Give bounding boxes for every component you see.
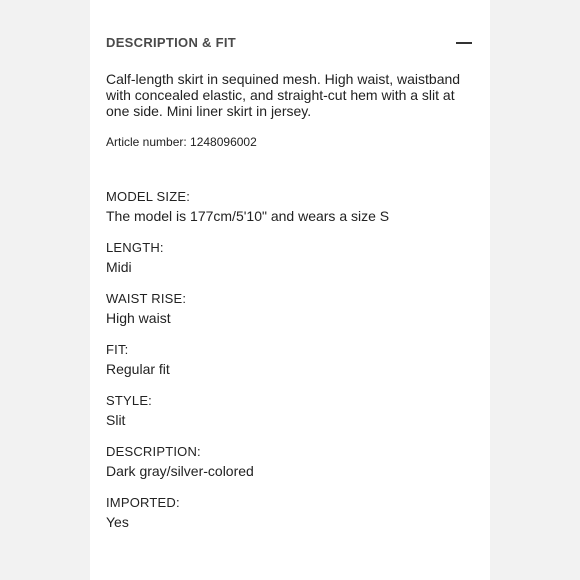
- section-header[interactable]: [106, 33, 476, 53]
- attribute-value: The model is 177cm/5'10" and wears a size S: [106, 208, 390, 224]
- attribute-label: FIT:: [106, 342, 129, 357]
- attribute-label: LENGTH:: [106, 240, 164, 255]
- attribute-value: Slit: [106, 412, 126, 428]
- attribute-value: Regular fit: [106, 361, 170, 377]
- attribute-label: WAIST RISE:: [106, 291, 187, 306]
- attribute-label: IMPORTED:: [106, 495, 180, 510]
- attribute-value: Dark gray/silver-colored: [106, 463, 254, 479]
- attribute-value: Yes: [106, 514, 129, 530]
- attribute-description: [106, 444, 478, 495]
- attribute-length: [106, 240, 478, 291]
- attribute-fit: [106, 342, 478, 393]
- attribute-label: DESCRIPTION:: [106, 444, 201, 459]
- attribute-imported: [106, 495, 478, 546]
- attribute-value: High waist: [106, 310, 171, 326]
- attribute-label: MODEL SIZE:: [106, 189, 191, 204]
- attribute-label: STYLE:: [106, 393, 152, 408]
- section-title: DESCRIPTION & FIT: [106, 35, 237, 50]
- attribute-style: [106, 393, 478, 444]
- attribute-waist-rise: [106, 291, 478, 342]
- article-number: Article number: 1248096002: [106, 135, 257, 149]
- description-fit-panel: [90, 0, 490, 580]
- product-description: Calf-length skirt in sequined mesh. High waist, waistband with concealed elastic, and straight-cut hem with a slit at one side. Mini liner skirt in jersey.: [106, 71, 461, 119]
- minus-icon[interactable]: [454, 33, 476, 53]
- attribute-model-size: [106, 189, 478, 240]
- attribute-value: Midi: [106, 259, 132, 275]
- attribute-list: [106, 189, 478, 546]
